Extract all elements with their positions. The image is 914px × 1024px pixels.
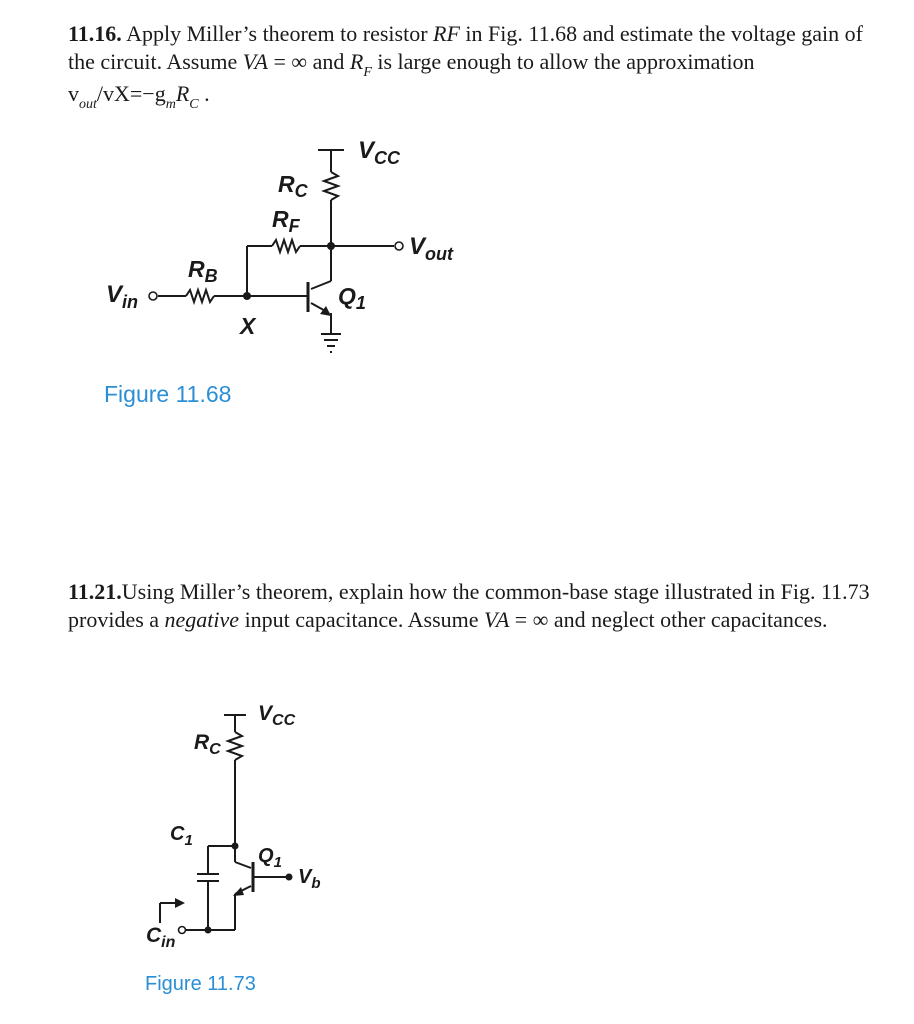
label-main: R xyxy=(278,171,295,197)
figure-11-68-caption: Figure 11.68 xyxy=(104,381,232,407)
label-sub: 1 xyxy=(184,832,193,849)
cin-label xyxy=(146,924,176,951)
m-subscript: m xyxy=(165,97,176,112)
label-main: V xyxy=(258,702,273,725)
problem-text: in Fig. 11.68 and estimate the voltage gain of the circuit. Assume xyxy=(68,21,863,74)
label-main: V xyxy=(358,137,375,164)
vb-node xyxy=(286,874,293,881)
problem-text: is large enough to allow the approximation v xyxy=(68,49,755,106)
problem-text: = ∞ and xyxy=(273,49,345,74)
label-main: C xyxy=(146,924,162,947)
rc-label xyxy=(194,731,221,758)
label-main: Q xyxy=(338,283,356,309)
figure-11-73-caption: Figure 11.73 xyxy=(145,973,256,995)
problem-text: Apply Miller’s theorem to resistor xyxy=(126,21,428,46)
out-subscript: out xyxy=(79,97,97,112)
label-main: R xyxy=(194,731,210,754)
label-sub: CC xyxy=(374,148,401,168)
rf-italic: R xyxy=(349,49,364,74)
label-sub: F xyxy=(288,216,300,236)
problem-number: 11.16. xyxy=(68,21,122,46)
rf-subscript: F xyxy=(363,65,372,80)
label-sub: out xyxy=(425,244,453,264)
problem-text: = ∞ and neglect other capacitances. xyxy=(514,607,828,632)
c1-label xyxy=(170,823,193,849)
rf-symbol: RF xyxy=(433,21,460,46)
va-symbol: VA xyxy=(484,607,510,632)
q1-collector xyxy=(235,862,251,868)
label-sub: b xyxy=(311,875,321,892)
problem-text: /vX=−g xyxy=(96,81,166,106)
label-sub: in xyxy=(161,934,176,951)
x-label: X xyxy=(240,313,256,339)
c-subscript: C xyxy=(189,97,199,112)
label-sub: B xyxy=(204,266,218,286)
rc-resistor xyxy=(228,732,242,760)
label-sub: CC xyxy=(272,712,296,729)
label-sub: 1 xyxy=(355,293,366,313)
problem-text: input capacitance. Assume xyxy=(244,607,479,632)
label-main: C xyxy=(170,823,185,845)
problem-text: Using Miller’s theorem, explain how the common-base stage illustrated in Fig. 11.73 provides a xyxy=(68,579,870,632)
rc-italic: R xyxy=(175,81,190,106)
q1-label xyxy=(258,845,282,871)
negative-emphasis: negative xyxy=(164,607,240,632)
label-sub: in xyxy=(122,292,139,312)
label-main: V xyxy=(106,281,123,308)
label-main: Q xyxy=(258,845,274,867)
label-sub: C xyxy=(294,181,308,201)
problem-number: 11.21. xyxy=(68,579,122,604)
vb-label xyxy=(298,866,321,892)
label-sub: C xyxy=(209,741,221,758)
label-main: R xyxy=(272,206,289,232)
vcc-label xyxy=(258,702,296,729)
input-terminal xyxy=(179,927,186,934)
cin-arrow-head xyxy=(175,898,185,908)
label-main: R xyxy=(188,256,205,282)
label-main: V xyxy=(409,233,426,260)
period: . xyxy=(204,81,210,106)
label-sub: 1 xyxy=(273,854,282,871)
label-main: V xyxy=(298,866,312,888)
va-symbol: VA xyxy=(242,49,268,74)
